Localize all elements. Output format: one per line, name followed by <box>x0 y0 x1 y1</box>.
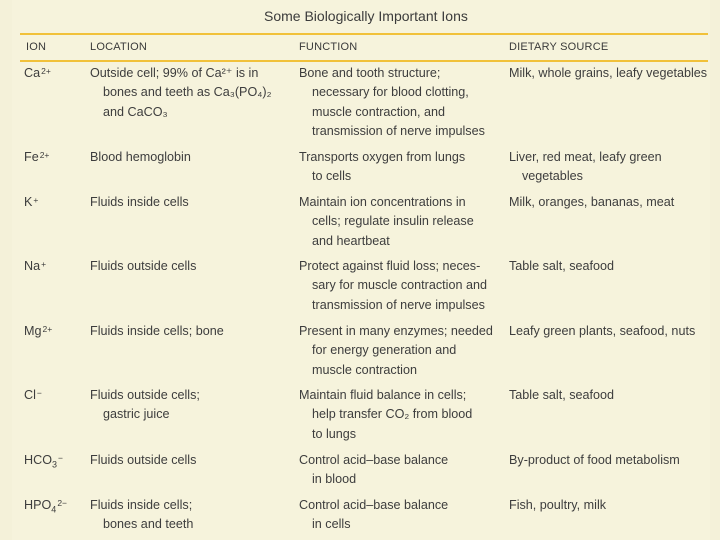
ion-symbol <box>24 386 84 405</box>
function-cell-line: in cells <box>312 517 351 532</box>
function-cell-line: and heartbeat <box>312 233 390 248</box>
location-cell <box>90 451 290 470</box>
location-cell <box>90 322 290 341</box>
location-cell <box>90 257 290 276</box>
function-cell <box>299 451 504 490</box>
ion-subscript: 4 <box>51 504 57 515</box>
ion-symbol <box>24 193 84 212</box>
ion-charge: − <box>58 453 63 463</box>
location-cell <box>90 64 290 122</box>
location-cell <box>90 386 290 425</box>
function-cell-line: muscle contraction <box>312 362 417 377</box>
ion-symbol <box>24 148 84 167</box>
ion-subscript: 3 <box>52 459 58 470</box>
dietary-source-cell <box>509 148 709 187</box>
ion-charge: 2+ <box>42 324 53 334</box>
function-cell <box>299 386 504 444</box>
dietary-source-cell-line: Milk, whole grains, leafy vegetables <box>509 66 708 80</box>
dietary-source-cell-line: vegetables <box>522 169 583 184</box>
function-cell <box>299 193 504 251</box>
ion-base: Cl <box>24 388 36 402</box>
ion-base: Na <box>24 259 41 273</box>
dietary-source-cell <box>509 322 709 341</box>
table-title: Some Biologically Important Ions <box>264 8 468 24</box>
dietary-source-cell-line: Milk, oranges, bananas, meat <box>509 195 675 209</box>
function-cell <box>299 148 504 187</box>
dietary-source-cell <box>509 193 709 212</box>
ion-charge: − <box>36 388 42 398</box>
location-cell-line: gastric juice <box>103 407 170 422</box>
location-cell-line: Fluids outside cells; <box>90 388 200 402</box>
dietary-source-cell <box>509 451 709 470</box>
function-cell-line: Control acid–base balance <box>299 453 449 467</box>
dietary-source-cell-line: Table salt, seafood <box>509 388 615 402</box>
header-rule <box>20 60 708 62</box>
header-location: LOCATION <box>90 41 148 53</box>
location-cell <box>90 496 290 535</box>
header-ion: ION <box>26 41 47 53</box>
ion-base: K <box>24 195 33 209</box>
ion-symbol <box>24 496 84 520</box>
function-cell <box>299 322 504 380</box>
function-cell-line: in blood <box>312 472 357 487</box>
ion-charge: 2− <box>57 498 68 508</box>
function-cell-line: sary for muscle contraction and <box>312 278 487 293</box>
location-cell-line: Fluids inside cells; bone <box>90 324 224 338</box>
location-cell-line: Fluids inside cells; <box>90 498 193 512</box>
ion-charge: 2+ <box>39 150 50 160</box>
ion-base: Ca <box>24 66 41 80</box>
dietary-source-cell-line: Fish, poultry, milk <box>509 498 607 512</box>
function-cell <box>299 64 504 142</box>
function-cell-line: Transports oxygen from lungs <box>299 150 466 164</box>
location-cell-line: Blood hemoglobin <box>90 150 191 164</box>
function-cell-line: transmission of nerve impulses <box>312 297 485 312</box>
ion-base: HCO <box>24 453 52 467</box>
ion-charge: + <box>33 195 39 205</box>
dietary-source-cell-line: Liver, red meat, leafy green <box>509 150 662 164</box>
function-cell-line: necessary for blood clotting, <box>312 85 469 100</box>
header-dietary-source: DIETARY SOURCE <box>509 41 609 53</box>
function-cell-line: cells; regulate insulin release <box>312 214 474 229</box>
function-cell-line: Maintain fluid balance in cells; <box>299 388 467 402</box>
dietary-source-cell <box>509 496 709 515</box>
function-cell-line: to cells <box>312 169 352 184</box>
location-cell-line: bones and teeth as Ca₃(PO₄)₂ <box>103 85 272 100</box>
dietary-source-cell-line: Table salt, seafood <box>509 259 615 273</box>
function-cell <box>299 257 504 315</box>
dietary-source-cell-line: By-product of food metabolism <box>509 453 680 467</box>
function-cell-line: help transfer CO₂ from blood <box>312 407 473 422</box>
function-cell-line: Present in many enzymes; needed <box>299 324 493 338</box>
location-cell-line: Outside cell; 99% of Ca²⁺ is in <box>90 66 259 80</box>
ion-charge: + <box>41 259 47 269</box>
ion-base: Fe <box>24 150 39 164</box>
ion-base: HPO <box>24 498 52 512</box>
dietary-source-cell <box>509 257 709 276</box>
location-cell-line: and CaCO₃ <box>103 104 168 119</box>
location-cell-line: bones and teeth <box>103 517 194 532</box>
function-cell <box>299 496 504 535</box>
dietary-source-cell <box>509 386 709 405</box>
function-cell-line: transmission of nerve impulses <box>312 124 485 139</box>
function-cell-line: for energy generation and <box>312 343 457 358</box>
function-cell-line: muscle contraction, and <box>312 104 446 119</box>
location-cell-line: Fluids outside cells <box>90 259 197 273</box>
location-cell-line: Fluids outside cells <box>90 453 197 467</box>
ion-symbol <box>24 64 84 83</box>
ion-base: Mg <box>24 324 42 338</box>
top-rule <box>20 33 708 35</box>
ion-symbol <box>24 451 84 475</box>
location-cell <box>90 148 290 167</box>
ion-symbol <box>24 322 84 341</box>
ion-table-page <box>12 0 710 540</box>
dietary-source-cell <box>509 64 709 83</box>
function-cell-line: Maintain ion concentrations in <box>299 195 466 209</box>
header-function: FUNCTION <box>299 41 358 53</box>
ion-symbol <box>24 257 84 276</box>
function-cell-line: Bone and tooth structure; <box>299 66 441 80</box>
location-cell-line: Fluids inside cells <box>90 195 189 209</box>
dietary-source-cell-line: Leafy green plants, seafood, nuts <box>509 324 696 338</box>
function-cell-line: Protect against fluid loss; neces- <box>299 259 481 273</box>
function-cell-line: Control acid–base balance <box>299 498 449 512</box>
function-cell-line: to lungs <box>312 426 357 441</box>
ion-charge: 2+ <box>41 66 51 76</box>
location-cell <box>90 193 290 212</box>
